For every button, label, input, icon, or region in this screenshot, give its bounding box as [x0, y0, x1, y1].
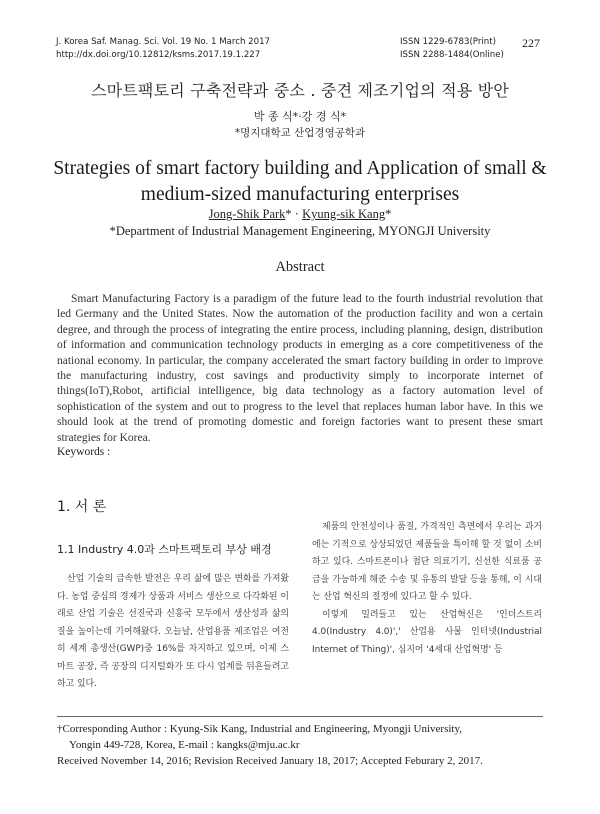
section-heading: 1. 서 론 [57, 499, 107, 515]
issn-online: ISSN 2288-1484(Online) [400, 50, 504, 60]
journal-header [56, 36, 270, 62]
page-number: 227 [522, 36, 540, 50]
english-authors [0, 207, 600, 222]
abstract-text: Smart Manufacturing Factory is a paradigm of the future lead to the fourth industrial revolution that led Germany and the United States. Now the automation of the production facility and won a certain degree, and through the process of integrating the entire process, including planning, design, distribution of information and communication technology products in emerging as a core competitiveness of the national economy. In particular, the company accelerated the smart factory building in order to improve the manufacturing industry, cost savings and productivity simply to incorporate internet of things(IoT),Robot, artificial intelligence, big data technology as a factory automation level of sophistication of the system and out to progress to the level that replaces human labor have. In this we should look at the trend of promoting domestic and foreign factories want to present these smart strategies for Korea. [57, 293, 543, 444]
author-mark: * [385, 207, 392, 221]
author-address: Yongin 449-728, Korea, E-mail : kangks@mju.ac.kr [69, 739, 300, 751]
korean-authors: 박 종 식*·강 경 식* [253, 110, 347, 123]
english-title [0, 156, 600, 208]
korean-title: 스마트팩토리 구축전략과 중소 . 중견 제조기업의 적용 방안 [90, 81, 510, 100]
english-affiliation: *Department of Industrial Management Engineering, MYONGJI University [109, 224, 491, 238]
footnote-divider [57, 716, 543, 717]
corresponding-author: †Corresponding Author : Kyung-Sik Kang, Industrial and Engineering, Myongji University, [57, 723, 463, 735]
body-left-column: 산업 기술의 급속한 발전은 우리 삶에 많은 변화를 가져왔다. 농업 중심의 경제가 상품과 서비스 생산으로 다각화된 이래로 산업 기술은 선진국과 신흥국 모두에서 생산성과 삶의 질을 높이는데 기여해왔다. 오늘날, 산업용품 제조업은 여전히 세계 총생산(GWP)중 16%를 차지하고 있으며, 이제 스마트 공장, 즉 공장의 디지털화가 또 다시 업계를 뒤흔들려고 하고 있다. [57, 574, 289, 689]
body-right-paragraph-1: 제품의 안전성이나 품질, 가격적인 측면에서 우리는 과거에는 기적으로 상상되었던 제품들을 특이해 할 것 없이 소비하고 있다. 스마트폰이나 첨단 의료기기, 신선한 식료품 공급을 가능하게 해준 수송 및 유통의 발달 등을 통해, 이 시대는 산업 혁신의 절정에 있다고 할 수 있다. [312, 522, 542, 602]
author-1: Jong-Shik Park [208, 207, 286, 221]
keywords-label: Keywords : [57, 446, 111, 458]
author-2: Kyung-sik Kang [302, 207, 386, 221]
subsection-heading: 1.1 Industry 4.0과 스마트팩토리 부상 배경 [57, 543, 272, 556]
korean-affiliation: *명지대학교 산업경영공학과 [234, 127, 366, 139]
doi-link[interactable]: http://dx.doi.org/10.12812/ksms.2017.19.1.227 [56, 50, 261, 60]
body-right-column [312, 519, 542, 659]
received-dates: Received November 14, 2016; Revision Received January 18, 2017; Accepted Feburary 2, 2017. [57, 755, 483, 767]
journal-citation: J. Korea Saf. Manag. Sci. Vol. 19 No. 1 March 2017 [56, 37, 271, 47]
english-title-line-2: medium-sized manufacturing enterprises [140, 184, 460, 205]
abstract-heading: Abstract [275, 259, 325, 275]
footnote [57, 721, 543, 769]
english-title-line-1: Strategies of smart factory building and Application of small & [53, 158, 547, 179]
body-right-paragraph-2: 이렇게 밀려들고 있는 산업혁신은 '인더스트리 4.0(Industry 4.0)',' 산업용 사물 인터넷(Industrial Internet of Thing)', 심지어 '4세대 산업혁명' 등 [312, 609, 542, 655]
author-separator: * · [285, 207, 303, 221]
issn-print: ISSN 1229-6783(Print) [400, 37, 496, 47]
issn-block [400, 36, 504, 62]
